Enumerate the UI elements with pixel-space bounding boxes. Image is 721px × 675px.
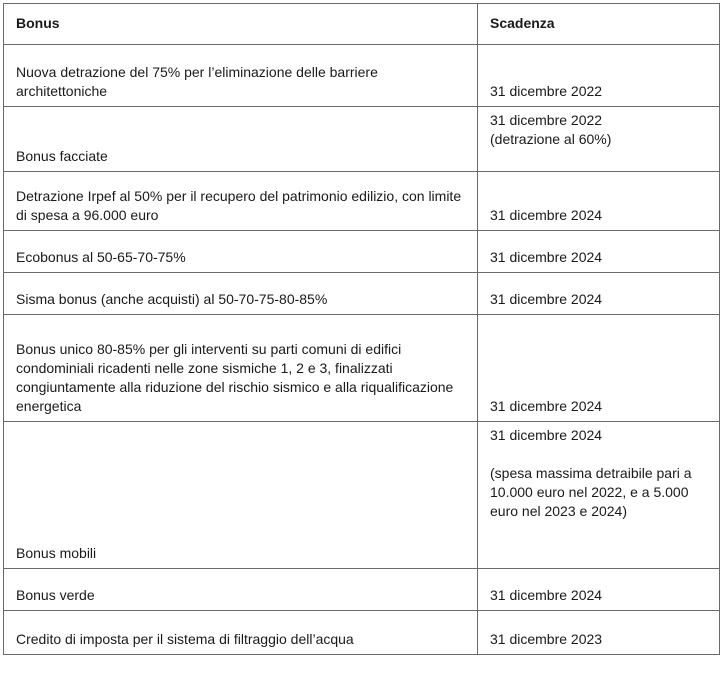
- deadline-detail: (detrazione al 60%): [490, 131, 612, 147]
- deadline-date: 31 dicembre 2022: [490, 112, 603, 128]
- bonus-cell: Bonus verde: [4, 569, 478, 611]
- table-header-row: [4, 4, 720, 45]
- table-row: [4, 231, 720, 273]
- bonus-cell: Nuova detrazione del 75% per l’eliminazione delle barriere architettoniche: [4, 45, 478, 107]
- table-row: [4, 172, 720, 231]
- bonus-cell: Bonus facciate: [4, 107, 478, 172]
- bonus-deadline-table: [3, 3, 720, 655]
- bonus-cell: Bonus unico 80-85% per gli interventi su parti comuni di edifici condominiali ricadenti nelle zone sismiche 1, 2 e 3, finalizzati congiuntamente alla riduzione del rischio sismico e alla riqualificazione energetica: [4, 315, 478, 422]
- deadline-cell: 31 dicembre 2022: [478, 45, 720, 107]
- deadline-cell: 31 dicembre 2024: [478, 172, 720, 231]
- table-row: [4, 422, 720, 569]
- deadline-cell: [478, 422, 720, 569]
- bonus-cell: Detrazione Irpef al 50% per il recupero del patrimonio edilizio, con limite di spesa a 96.000 euro: [4, 172, 478, 231]
- deadline-cell: 31 dicembre 2023: [478, 611, 720, 655]
- table-row: [4, 611, 720, 655]
- bonus-cell: Ecobonus al 50-65-70-75%: [4, 231, 478, 273]
- bonus-cell: Credito di imposta per il sistema di filtraggio dell’acqua: [4, 611, 478, 655]
- table-row: [4, 569, 720, 611]
- deadline-detail: (spesa massima detraibile pari a 10.000 euro nel 2022, e a 5.000 euro nel 2023 e 2024): [490, 465, 692, 519]
- deadline-cell: 31 dicembre 2024: [478, 231, 720, 273]
- deadline-cell: 31 dicembre 2024: [478, 273, 720, 315]
- deadline-cell: 31 dicembre 2024: [478, 569, 720, 611]
- deadline-cell: 31 dicembre 2024: [478, 315, 720, 422]
- bonus-cell: Bonus mobili: [4, 422, 478, 569]
- header-deadline: Scadenza: [478, 4, 720, 45]
- table-row: [4, 273, 720, 315]
- table-row: [4, 315, 720, 422]
- deadline-cell: [478, 107, 720, 172]
- table-row: [4, 45, 720, 107]
- bonus-cell: Sisma bonus (anche acquisti) al 50-70-75-80-85%: [4, 273, 478, 315]
- deadline-date: 31 dicembre 2024: [490, 427, 603, 443]
- header-bonus: Bonus: [4, 4, 478, 45]
- table-row: [4, 107, 720, 172]
